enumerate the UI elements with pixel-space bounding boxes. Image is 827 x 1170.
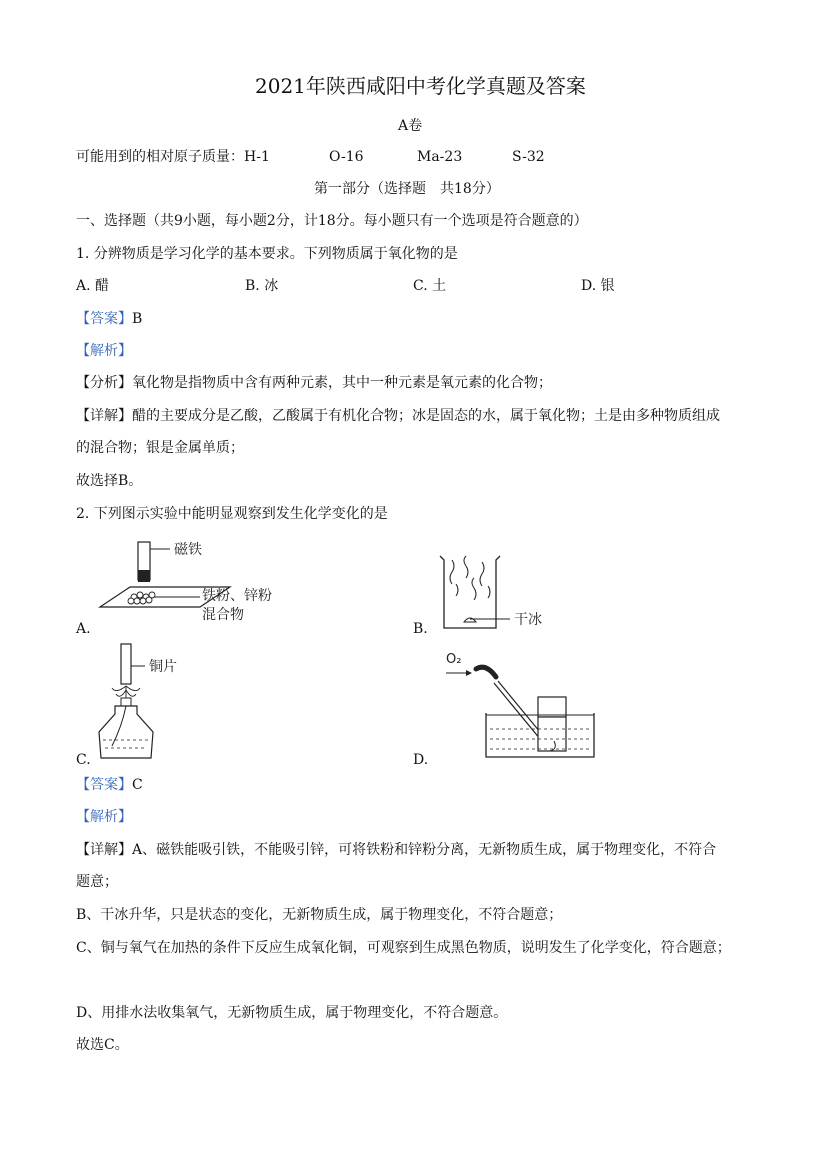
figure-a-magnet bbox=[90, 535, 290, 630]
q1-conclusion: 故选择B。 bbox=[76, 473, 143, 489]
figure-d-gas-collection bbox=[440, 645, 600, 770]
q1-option-a: A. 醋 bbox=[76, 278, 110, 294]
q2-detail-a2: 题意； bbox=[76, 874, 118, 890]
q2-detail-d: D、用排水法收集氧气，无新物质生成，属于物理变化，不符合题意。 bbox=[76, 1005, 508, 1021]
answer-tag: 【答案】 bbox=[76, 777, 132, 793]
q2-option-d: D. bbox=[413, 752, 429, 768]
atomic-mass-label: 可能用到的相对原子质量：H-1 bbox=[76, 149, 270, 165]
q2-detail-a1 bbox=[76, 841, 716, 859]
q1-option-c: C. 土 bbox=[413, 278, 447, 294]
figure-c-alcohol-lamp bbox=[95, 640, 215, 770]
q1-fenxi bbox=[76, 374, 552, 392]
magnet-label: 磁铁 bbox=[174, 542, 202, 558]
powder-label-1: 铁粉、锌粉 bbox=[202, 588, 272, 604]
atomic-mass-s: S-32 bbox=[512, 149, 545, 165]
q1-option-d: D. 银 bbox=[581, 278, 615, 294]
q2-option-b: B. bbox=[413, 621, 428, 637]
figure-b-beaker bbox=[430, 548, 570, 638]
detail-text: 醋的主要成分是乙酸，乙酸属于有机化合物；冰是固态的水，属于氧化物；土是由多种物质组成 bbox=[132, 408, 720, 424]
q2-option-a: A. bbox=[76, 621, 91, 637]
q2-detail-c: C、铜与氧气在加热的条件下反应生成氧化铜，可观察到生成黑色物质，说明发生了化学变化，符合题意； bbox=[76, 940, 731, 956]
detail-tag: 【详解】 bbox=[76, 842, 132, 858]
fenxi-text: 氧化物是指物质中含有两种元素，其中一种元素是氧元素的化合物； bbox=[132, 375, 552, 391]
powder-label-2: 混合物 bbox=[202, 607, 244, 623]
q2-detail-b: B、干冰升华，只是状态的变化，无新物质生成，属于物理变化，不符合题意； bbox=[76, 907, 563, 923]
answer-tag: 【答案】 bbox=[76, 311, 132, 327]
answer-value: B bbox=[132, 311, 143, 327]
answer-value: C bbox=[132, 777, 143, 793]
volume-label: A卷 bbox=[398, 118, 423, 134]
question-1-stem: 1. 分辨物质是学习化学的基本要求。下列物质属于氧化物的是 bbox=[76, 246, 458, 262]
oxygen-label: O₂ bbox=[446, 652, 462, 667]
detail-tag: 【详解】 bbox=[76, 408, 132, 424]
copper-label: 铜片 bbox=[149, 659, 177, 675]
q1-option-b: B. 冰 bbox=[245, 278, 279, 294]
q1-answer bbox=[76, 310, 142, 328]
section-heading: 一、选择题（共9小题，每小题2分，计18分。每小题只有一个选项是符合题意的） bbox=[76, 213, 588, 229]
dry-ice-label: 干冰 bbox=[514, 612, 542, 628]
q2-option-c: C. bbox=[76, 752, 91, 768]
q2-analysis-tag: 【解析】 bbox=[76, 809, 132, 825]
part-heading: 第一部分（选择题 共18分） bbox=[314, 181, 500, 197]
question-2-stem: 2. 下列图示实验中能明显观察到发生化学变化的是 bbox=[76, 506, 388, 522]
atomic-mass-o: O-16 bbox=[329, 149, 364, 165]
q1-detail-line-1 bbox=[76, 407, 720, 425]
detail-text: A、磁铁能吸引铁，不能吸引锌，可将铁粉和锌粉分离，无新物质生成，属于物理变化，不符合 bbox=[132, 842, 717, 858]
q2-answer bbox=[76, 776, 143, 794]
page-title: 2021年陕西咸阳中考化学真题及答案 bbox=[255, 74, 586, 98]
q1-detail-line-2: 的混合物；银是金属单质； bbox=[76, 440, 244, 456]
atomic-mass-na: Ma-23 bbox=[417, 149, 463, 165]
q2-conclusion: 故选C。 bbox=[76, 1037, 129, 1053]
q1-analysis-tag: 【解析】 bbox=[76, 343, 132, 359]
fenxi-tag: 【分析】 bbox=[76, 375, 132, 391]
